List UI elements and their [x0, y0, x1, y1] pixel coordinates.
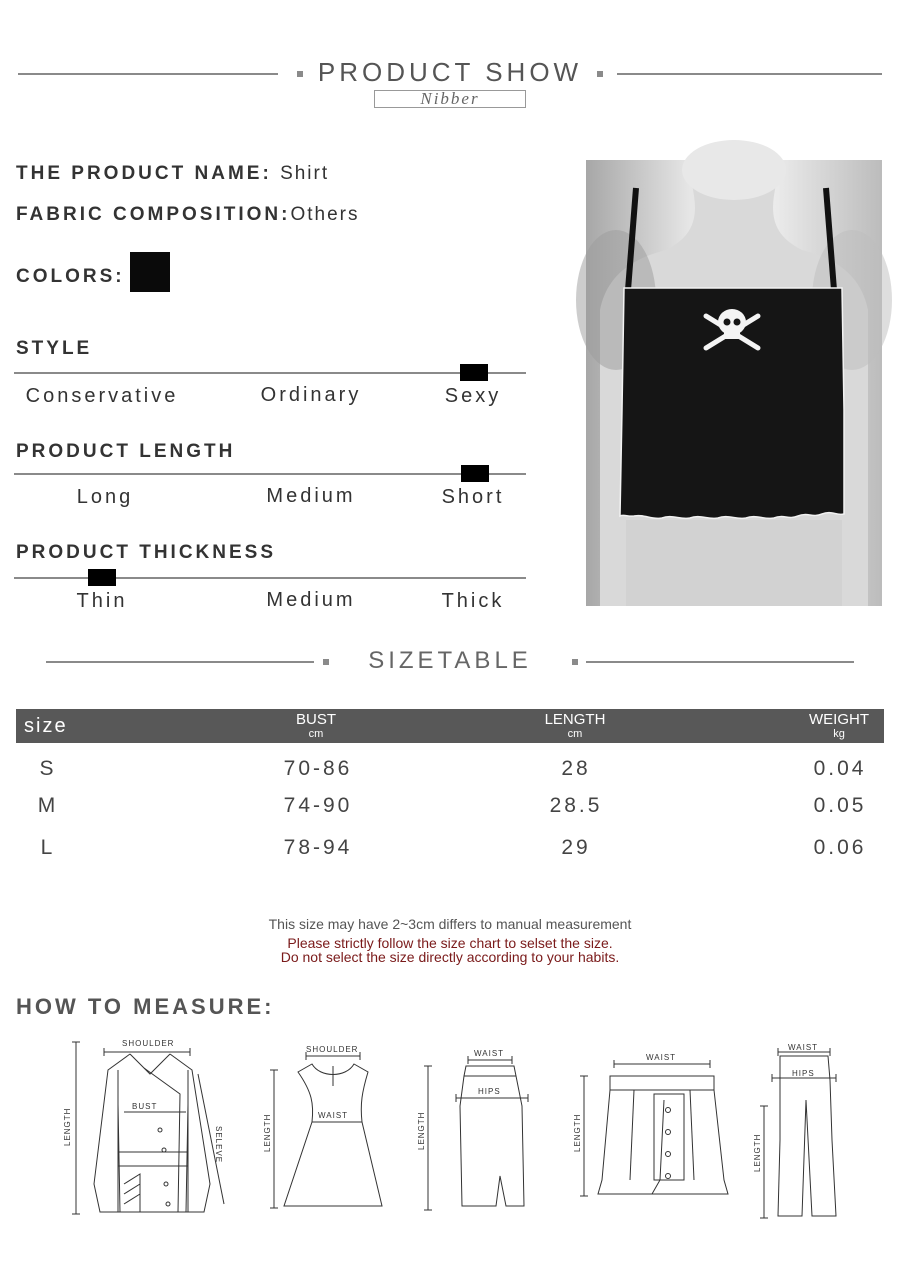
length-option-long: Long	[76, 486, 134, 508]
style-scale-line	[14, 372, 526, 374]
sizetable-square-right	[572, 659, 578, 665]
weight-cell: 0.05	[813, 794, 867, 817]
skirt-waist-label: WAIST	[474, 1049, 505, 1058]
thickness-option-medium: Medium	[266, 589, 356, 611]
jacket-length-label: LENGTH	[63, 1107, 72, 1146]
thickness-option-thin: Thin	[76, 590, 128, 612]
product-name-row	[16, 163, 329, 185]
shorts-waist-label: WAIST	[646, 1053, 677, 1062]
thickness-option-thick: Thick	[441, 590, 505, 612]
style-option-sexy: Sexy	[444, 385, 502, 407]
pants-length-label: LENGTH	[753, 1133, 762, 1172]
shorts-length-label: LENGTH	[573, 1113, 582, 1152]
length-title: PRODUCT LENGTH	[16, 441, 236, 462]
shorts-measure-diagram	[574, 1050, 744, 1200]
product-name-label: THE PRODUCT NAME:	[16, 163, 272, 184]
header-weight: WEIGHT kg	[809, 711, 869, 740]
measurement-note: This size may have 2~3cm differs to manual measurement	[268, 916, 632, 932]
bust-cell: 70-86	[283, 757, 353, 780]
product-name-value: Shirt	[280, 163, 330, 184]
dress-waist-label: WAIST	[318, 1111, 349, 1120]
dress-length-label: LENGTH	[263, 1113, 272, 1152]
thickness-title: PRODUCT THICKNESS	[16, 542, 277, 563]
skirt-hips-label: HIPS	[478, 1087, 501, 1096]
header-bust: BUST cm	[295, 711, 336, 740]
pants-measure-diagram	[750, 1040, 850, 1220]
skirt-length-label: LENGTH	[417, 1111, 426, 1150]
header-square-right	[597, 71, 603, 77]
size-cell: L	[40, 836, 56, 859]
colors-label: COLORS:	[16, 266, 125, 287]
color-swatch-black[interactable]	[130, 252, 170, 292]
brand-name: Nibber	[374, 90, 526, 108]
dress-measure-diagram	[262, 1042, 402, 1212]
size-cell: S	[39, 757, 57, 780]
page-title: PRODUCT SHOW	[317, 57, 583, 87]
style-marker	[460, 364, 488, 381]
length-cell: 28.5	[549, 794, 603, 817]
size-warning-2: Do not select the size directly according to your habits.	[280, 949, 620, 965]
weight-cell: 0.06	[813, 836, 867, 859]
how-to-measure-title: HOW TO MEASURE:	[16, 994, 275, 1019]
weight-cell: 0.04	[813, 757, 867, 780]
fabric-row	[16, 204, 359, 226]
length-scale-line	[14, 473, 526, 475]
style-option-conservative: Conservative	[25, 385, 179, 407]
size-warning-1: Please strictly follow the size chart to selset the size.	[287, 935, 613, 951]
jacket-sleeve-label: SELEVE	[214, 1126, 223, 1164]
length-option-short: Short	[441, 486, 505, 508]
length-marker	[461, 465, 489, 482]
pants-waist-label: WAIST	[788, 1043, 819, 1052]
jacket-shoulder-label: SHOULDER	[122, 1039, 175, 1048]
sizetable-title: SIZETABLE	[368, 647, 532, 674]
sizetable-divider-right	[586, 661, 854, 663]
style-title: STYLE	[16, 338, 93, 359]
jacket-bust-label: BUST	[132, 1102, 158, 1111]
header-divider-right	[617, 73, 882, 75]
skirt-measure-diagram	[416, 1046, 536, 1216]
bust-cell: 74-90	[283, 794, 353, 817]
style-option-ordinary: Ordinary	[260, 384, 362, 406]
length-cell: 29	[561, 836, 591, 859]
fabric-value: Others	[290, 204, 360, 225]
length-option-medium: Medium	[266, 485, 356, 507]
thickness-marker	[88, 569, 116, 586]
dress-shoulder-label: SHOULDER	[306, 1045, 359, 1054]
size-table-header	[16, 709, 884, 743]
header-size: size	[24, 715, 68, 737]
mannequin-camisole-image	[586, 160, 882, 606]
size-cell: M	[37, 794, 59, 817]
product-photo	[586, 160, 882, 606]
header-length: LENGTH cm	[544, 711, 606, 740]
length-cell: 28	[561, 757, 591, 780]
pants-hips-label: HIPS	[792, 1069, 815, 1078]
bust-cell: 78-94	[283, 836, 353, 859]
fabric-label: FABRIC COMPOSITION:	[16, 204, 291, 225]
jacket-measure-diagram	[60, 1034, 240, 1224]
